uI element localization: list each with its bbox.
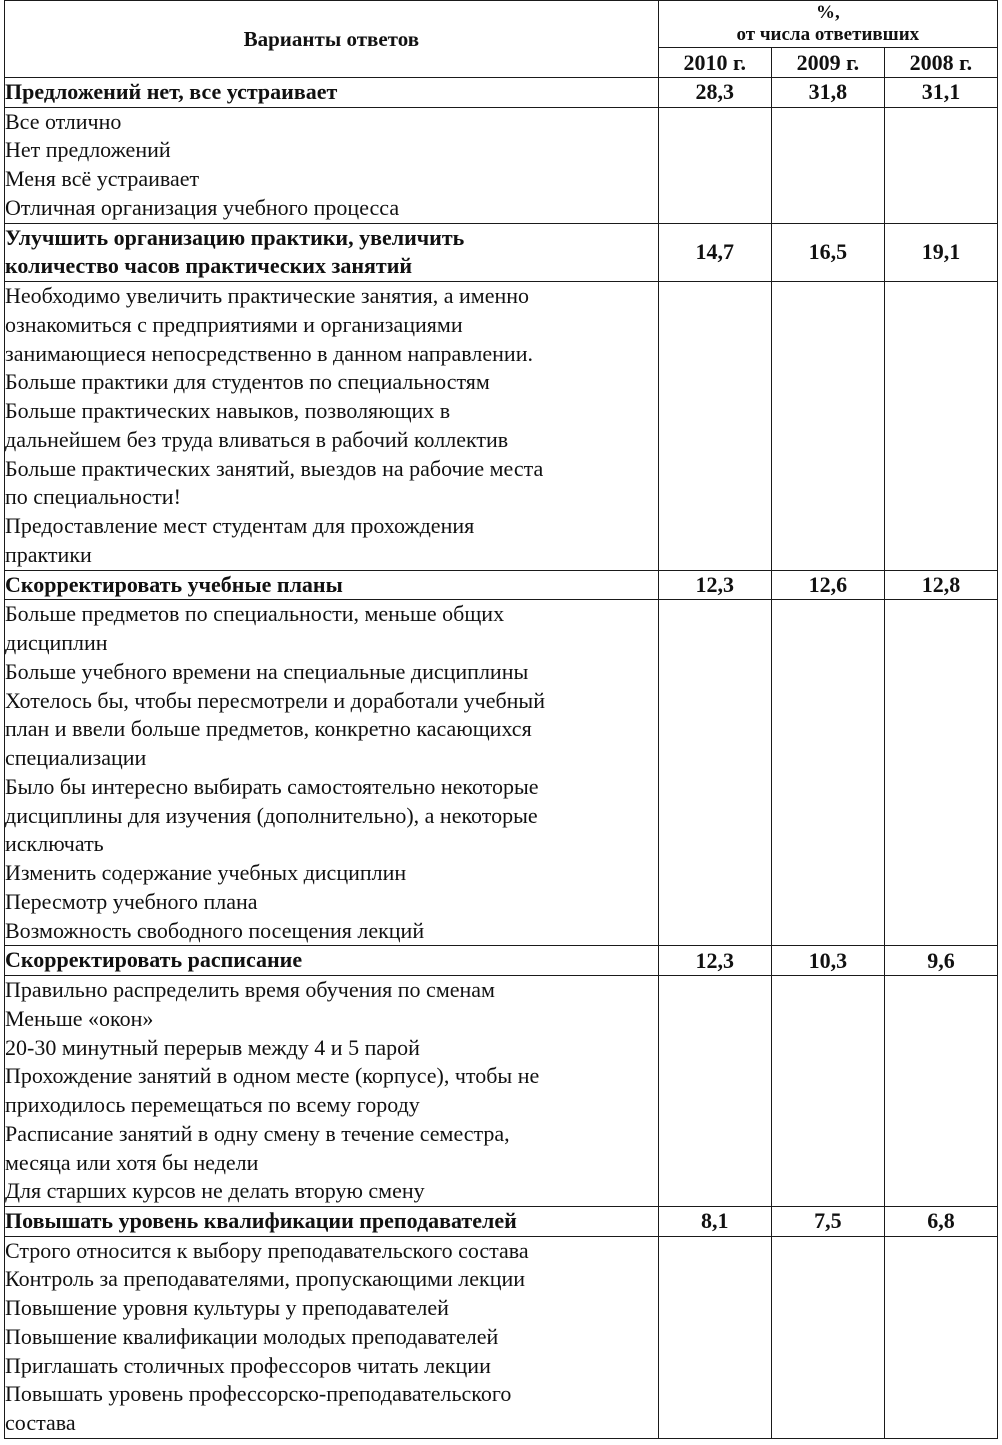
answer-item: Все отлично xyxy=(5,108,122,134)
percent-value: 28,3 xyxy=(658,78,771,108)
answer-item: Больше практических навыков, позволяющих в xyxy=(5,398,451,424)
category-title-line: Повышать уровень квалификации преподавателей xyxy=(5,1208,517,1234)
empty-cell xyxy=(658,282,771,571)
category-row xyxy=(5,78,998,108)
category-row xyxy=(5,946,998,976)
percent-value: 6,8 xyxy=(884,1207,997,1237)
empty-cell xyxy=(658,1236,771,1438)
survey-table xyxy=(4,0,998,1439)
empty-cell xyxy=(771,600,884,946)
percent-value: 12,6 xyxy=(771,570,884,600)
year-header-2008: 2008 г. xyxy=(884,48,997,78)
answer-item: состава xyxy=(5,1410,76,1436)
percent-column-header xyxy=(658,1,997,48)
answer-list xyxy=(5,107,659,223)
answers-column-header: Варианты ответов xyxy=(5,1,659,78)
empty-cell xyxy=(658,107,771,223)
percent-subtitle: от числа ответивших xyxy=(736,24,920,45)
percent-value: 12,3 xyxy=(658,570,771,600)
category-title xyxy=(5,223,659,281)
category-row xyxy=(5,223,998,281)
answer-item: план и ввели больше предметов, конкретно касающихся xyxy=(5,716,532,742)
year-header-2010: 2010 г. xyxy=(658,48,771,78)
answer-item: исключать xyxy=(5,831,104,857)
answer-item: дальнейшем без труда вливаться в рабочий коллектив xyxy=(5,426,509,452)
answer-item: Для старших курсов не делать вторую смену xyxy=(5,1178,425,1204)
answer-item: Больше практических занятий, выездов на рабочие места xyxy=(5,455,544,481)
answer-item: Меньше «окон» xyxy=(5,1005,154,1031)
items-row xyxy=(5,282,998,571)
category-title xyxy=(5,570,659,600)
answer-item: Необходимо увеличить практические занятия, а именно xyxy=(5,283,530,309)
items-row xyxy=(5,976,998,1207)
empty-cell xyxy=(884,107,997,223)
answer-item: Больше практики для студентов по специальностям xyxy=(5,369,490,395)
empty-cell xyxy=(658,976,771,1207)
empty-cell xyxy=(771,107,884,223)
answer-item: Хотелось бы, чтобы пересмотрели и доработали учебный xyxy=(5,687,545,713)
answer-item: специализации xyxy=(5,745,147,771)
answer-item: Меня всё устраивает xyxy=(5,166,200,192)
table-body xyxy=(5,78,998,1439)
answer-item: Было бы интересно выбирать самостоятельно некоторые xyxy=(5,773,539,799)
empty-cell xyxy=(884,976,997,1207)
answer-item: Возможность свободного посещения лекций xyxy=(5,917,425,943)
answer-item: занимающиеся непосредственно в данном направлении. xyxy=(5,340,533,366)
percent-value: 12,8 xyxy=(884,570,997,600)
answer-item: практики xyxy=(5,541,92,567)
answer-item: Контроль за преподавателями, пропускающими лекции xyxy=(5,1266,526,1292)
answer-item: по специальности! xyxy=(5,484,181,510)
answer-item: Строго относится к выбору преподавательского состава xyxy=(5,1237,529,1263)
category-title-line: Скорректировать расписание xyxy=(5,947,303,973)
answer-item: Расписание занятий в одну смену в течение семестра, xyxy=(5,1120,510,1146)
percent-value: 19,1 xyxy=(884,223,997,281)
answer-item: Больше предметов по специальности, меньше общих xyxy=(5,601,505,627)
empty-cell xyxy=(884,1236,997,1438)
category-title-line: Скорректировать учебные планы xyxy=(5,571,343,597)
answer-list xyxy=(5,282,659,571)
answer-item: приходилось перемещаться по всему городу xyxy=(5,1092,420,1118)
empty-cell xyxy=(658,600,771,946)
year-header-2009: 2009 г. xyxy=(771,48,884,78)
answer-item: Прохождение занятий в одном месте (корпусе), чтобы не xyxy=(5,1063,540,1089)
answer-item: Повышение квалификации молодых преподавателей xyxy=(5,1323,499,1349)
answer-item: Отличная организация учебного процесса xyxy=(5,194,400,220)
answer-item: месяца или хотя бы недели xyxy=(5,1149,259,1175)
answer-item: Приглашать столичных профессоров читать лекции xyxy=(5,1352,491,1378)
answer-item: Нет предложений xyxy=(5,137,171,163)
answer-item: ознакомиться с предприятиями и организациями xyxy=(5,311,463,337)
empty-cell xyxy=(884,600,997,946)
answer-item: дисциплины для изучения (дополнительно), а некоторые xyxy=(5,802,538,828)
items-row xyxy=(5,1236,998,1438)
category-title-line: количество часов практических занятий xyxy=(5,253,413,279)
answer-list xyxy=(5,600,659,946)
category-title xyxy=(5,1207,659,1237)
empty-cell xyxy=(771,976,884,1207)
answer-list xyxy=(5,976,659,1207)
percent-value: 31,1 xyxy=(884,78,997,108)
answer-item: Предоставление мест студентам для прохождения xyxy=(5,513,475,539)
answer-item: Изменить содержание учебных дисциплин xyxy=(5,860,407,886)
empty-cell xyxy=(771,282,884,571)
percent-value: 12,3 xyxy=(658,946,771,976)
answer-item: Больше учебного времени на специальные дисциплины xyxy=(5,658,529,684)
category-title xyxy=(5,78,659,108)
category-title xyxy=(5,946,659,976)
answer-item: Повышать уровень профессорско-преподавательского xyxy=(5,1381,512,1407)
percent-title: %, xyxy=(815,2,840,23)
items-row xyxy=(5,107,998,223)
percent-value: 9,6 xyxy=(884,946,997,976)
percent-value: 31,8 xyxy=(771,78,884,108)
percent-value: 16,5 xyxy=(771,223,884,281)
category-row xyxy=(5,1207,998,1237)
category-row xyxy=(5,570,998,600)
answer-list xyxy=(5,1236,659,1438)
answer-item: Правильно распределить время обучения по сменам xyxy=(5,977,495,1003)
percent-value: 14,7 xyxy=(658,223,771,281)
empty-cell xyxy=(771,1236,884,1438)
answer-item: Повышение уровня культуры у преподавателей xyxy=(5,1295,449,1321)
percent-value: 8,1 xyxy=(658,1207,771,1237)
category-title-line: Улучшить организацию практики, увеличить xyxy=(5,224,465,250)
percent-value: 10,3 xyxy=(771,946,884,976)
answer-item: дисциплин xyxy=(5,630,108,656)
category-title-line: Предложений нет, все устраивает xyxy=(5,79,338,104)
empty-cell xyxy=(884,282,997,571)
answer-item: 20-30 минутный перерыв между 4 и 5 парой xyxy=(5,1034,420,1060)
answer-item: Пересмотр учебного плана xyxy=(5,888,258,914)
items-row xyxy=(5,600,998,946)
percent-value: 7,5 xyxy=(771,1207,884,1237)
